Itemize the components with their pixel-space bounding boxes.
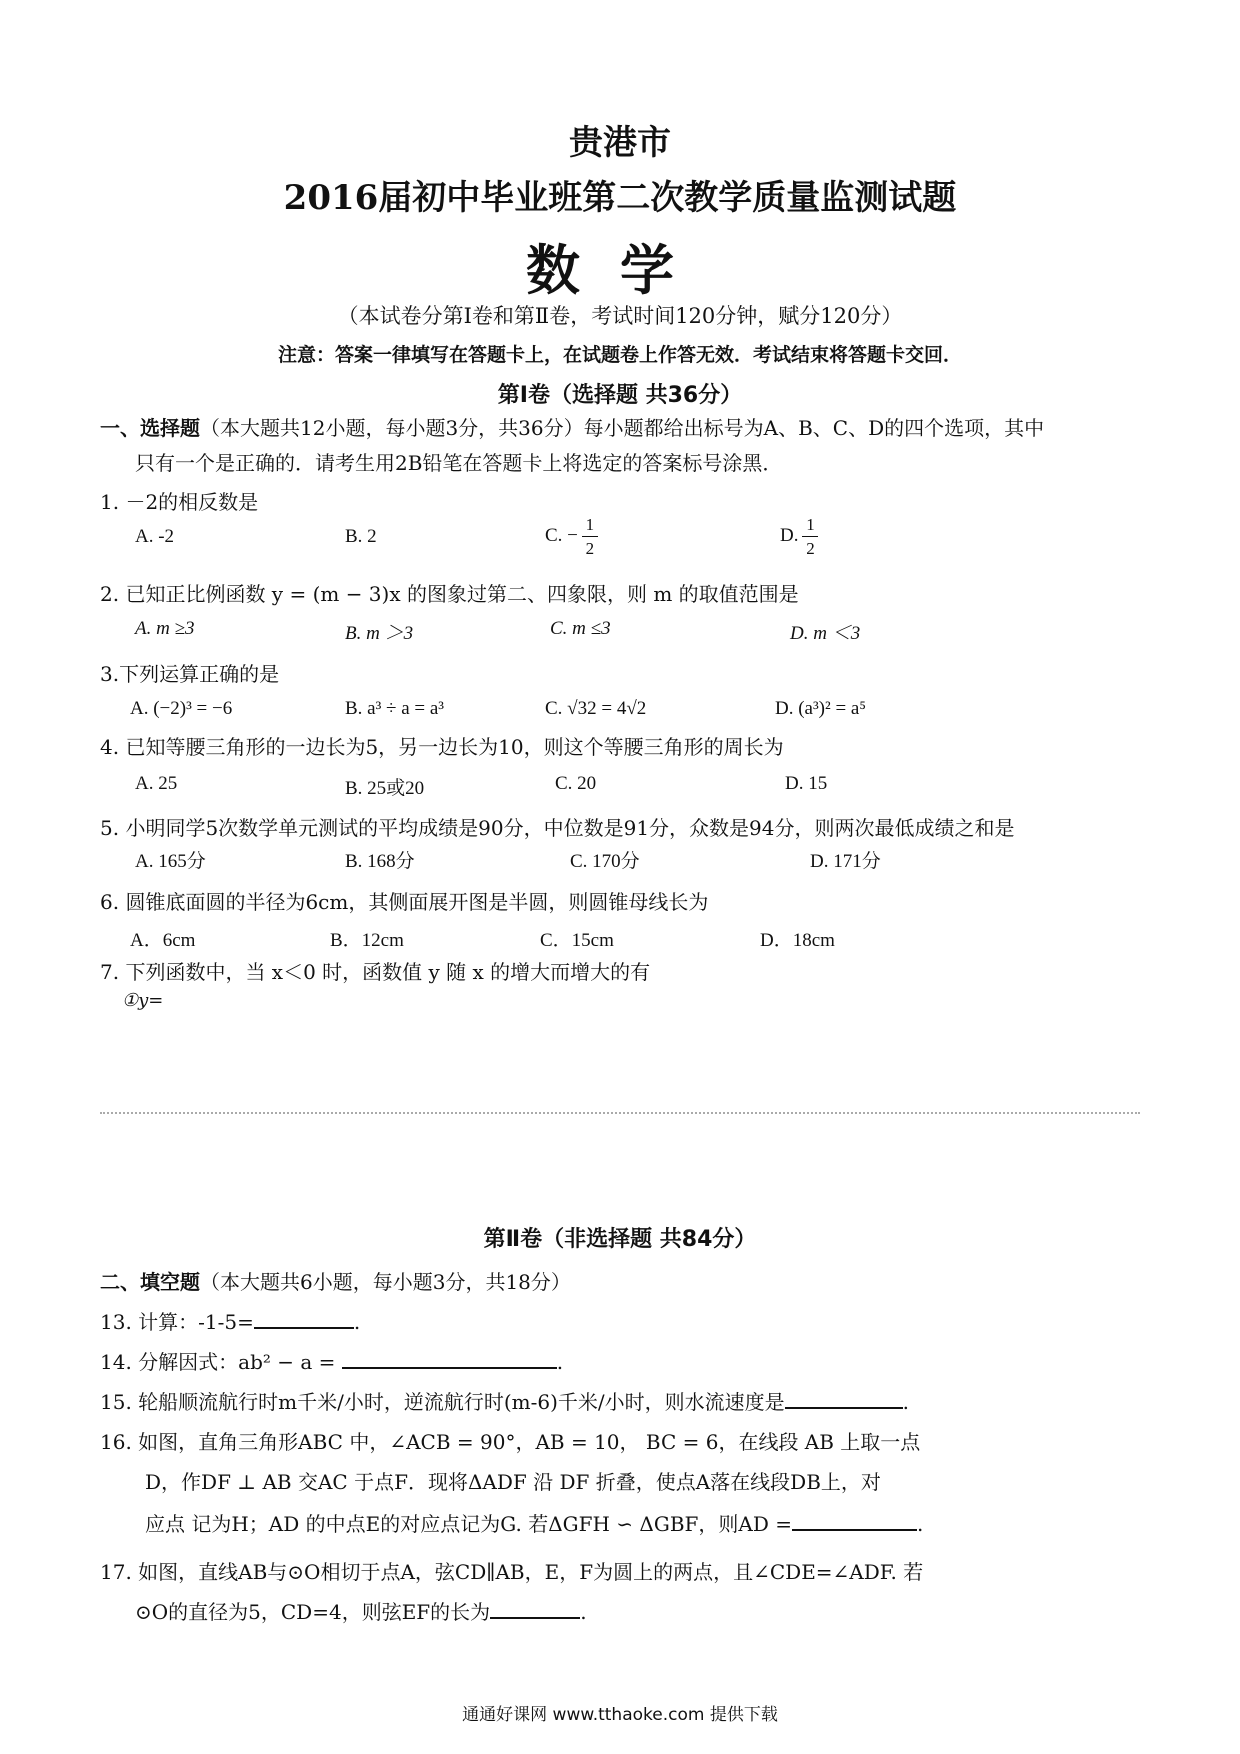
- question-stem: 3.下列运算正确的是: [100, 662, 280, 686]
- option-c: C. √32 = 4√2: [545, 698, 647, 719]
- section2-desc: （本大题共6小题，每小题3分，共18分）: [200, 1270, 571, 1294]
- option-b: B. m ＞3: [345, 623, 414, 644]
- exam-info: （本试卷分第Ⅰ卷和第Ⅱ卷，考试时间120分钟，赋分120分）: [337, 304, 903, 328]
- option-b: B. 2: [345, 526, 377, 547]
- question-16-line-3: [145, 1508, 923, 1537]
- section2-header: [100, 1266, 571, 1295]
- question-17-text: ⊙O的直径为5，CD=4，则弦EF的长为: [135, 1600, 491, 1624]
- question-17-line-2: [135, 1596, 587, 1625]
- option-a: A. m ≥3: [135, 618, 195, 639]
- option-c-label: C. −: [545, 524, 578, 546]
- fraction: [802, 516, 818, 557]
- option-c: C．15cm: [540, 930, 614, 951]
- option-a: A. 25: [135, 773, 178, 794]
- question-16-line-1: 16. 如图，直角三角形ABC 中，∠ACB = 90°，AB = 10， BC = 6，在线段 AB 上取一点: [100, 1430, 921, 1454]
- question-stem: 6. 圆锥底面圆的半径为6cm，其侧面展开图是半圆，则圆锥母线长为: [100, 890, 709, 914]
- question-stem: 1. －2的相反数是: [100, 490, 259, 514]
- option-b: B. 25或20: [345, 778, 425, 799]
- fraction-denominator: 2: [585, 539, 595, 558]
- option-a: A. -2: [135, 526, 175, 547]
- fraction: [582, 516, 598, 557]
- option-d: D. m ＜3: [790, 623, 861, 644]
- option-d: D. 15: [785, 773, 828, 794]
- part1-title: 第Ⅰ卷（选择题 共36分）: [497, 383, 743, 408]
- exam-title: 2016届初中毕业班第二次教学质量监测试题: [283, 178, 957, 218]
- section1-label: 一、选择题: [100, 416, 200, 440]
- option-c: [545, 516, 598, 557]
- footer-source: 通通好课网 www.tthaoke.com 提供下载: [462, 1705, 778, 1725]
- question-16-text: 应点 记为H；AD 的中点E的对应点记为G. 若ΔGFH ∽ ΔGBF，则AD =: [145, 1512, 793, 1536]
- option-b: B. a³ ÷ a = a³: [345, 698, 445, 719]
- fraction-numerator: 1: [585, 515, 595, 534]
- question-16-line-2: D，作DF ⊥ AB 交AC 于点F．现将ΔADF 沿 DF 折叠，使点A落在线段DB上，对: [145, 1470, 881, 1494]
- part2-title: 第Ⅱ卷（非选择题 共84分）: [483, 1227, 757, 1252]
- question-14: [100, 1346, 563, 1375]
- page-divider: [100, 1112, 1140, 1114]
- option-a: A．6cm: [130, 930, 196, 951]
- answer-blank: [792, 1529, 917, 1531]
- question-stem: 2. 已知正比例函数 y = (m − 3)x 的图象过第二、四象限，则 m 的取值范围是: [100, 582, 799, 606]
- option-d: D. (a³)² = a⁵: [775, 698, 866, 719]
- city-title: 贵港市: [569, 123, 671, 163]
- option-c: C. 170分: [570, 851, 640, 872]
- question-15: [100, 1386, 909, 1415]
- question-13: [100, 1306, 360, 1335]
- option-d: [780, 516, 818, 557]
- option-a: A. 165分: [135, 851, 206, 872]
- question-15-text: 15. 轮船顺流航行时m千米/小时，逆流航行时(m-6)千米/小时，则水流速度是: [100, 1390, 785, 1414]
- option-d: D．18cm: [760, 930, 835, 951]
- question-stem: 4. 已知等腰三角形的一边长为5，另一边长为10，则这个等腰三角形的周长为: [100, 735, 784, 759]
- option-c: C. m ≤3: [550, 618, 611, 639]
- option-d: D. 171分: [810, 851, 881, 872]
- option-b: B. 168分: [345, 851, 415, 872]
- fraction-denominator: 2: [806, 539, 815, 558]
- section1-desc-1: （本大题共12小题，每小题3分，共36分）每小题都给出标号为A、B、C、D的四个选项，其中: [200, 416, 1045, 440]
- option-b: B．12cm: [330, 930, 404, 951]
- question-13-text: 13. 计算：-1-5=: [100, 1310, 254, 1334]
- answer-blank: [785, 1407, 903, 1409]
- period: .: [917, 1512, 924, 1536]
- section1-header: [100, 412, 1044, 441]
- period: .: [902, 1390, 910, 1414]
- period: .: [580, 1600, 587, 1624]
- subject-title: 数学: [526, 238, 714, 302]
- section2-label: 二、填空题: [100, 1270, 200, 1294]
- question-partial: ①y=: [122, 990, 164, 1011]
- period: .: [353, 1310, 361, 1334]
- question-stem: 5. 小明同学5次数学单元测试的平均成绩是90分，中位数是91分，众数是94分，则两次最低成绩之和是: [100, 816, 1015, 840]
- option-c: C. 20: [555, 773, 597, 794]
- answer-blank: [342, 1367, 557, 1369]
- option-d-label: D.: [780, 524, 799, 546]
- section1-desc-2: 只有一个是正确的．请考生用2B铅笔在答题卡上将选定的答案标号涂黑．: [135, 451, 783, 475]
- period: .: [556, 1350, 564, 1374]
- question-17-line-1: 17. 如图，直线AB与⊙O相切于点A，弦CD∥AB，E，F为圆上的两点，且∠CDE=∠ADF. 若: [100, 1560, 924, 1584]
- option-a: A. (−2)³ = −6: [130, 698, 233, 719]
- question-stem: 7. 下列函数中，当 x＜0 时，函数值 y 随 x 的增大而增大的有: [100, 960, 651, 984]
- answer-blank: [490, 1617, 580, 1619]
- question-14-text: 14. 分解因式：ab² − a =: [100, 1350, 336, 1374]
- answer-blank: [254, 1327, 354, 1329]
- exam-notice: 注意：答案一律填写在答题卡上，在试题卷上作答无效．考试结束将答题卡交回．: [277, 344, 962, 366]
- fraction-numerator: 1: [806, 515, 815, 534]
